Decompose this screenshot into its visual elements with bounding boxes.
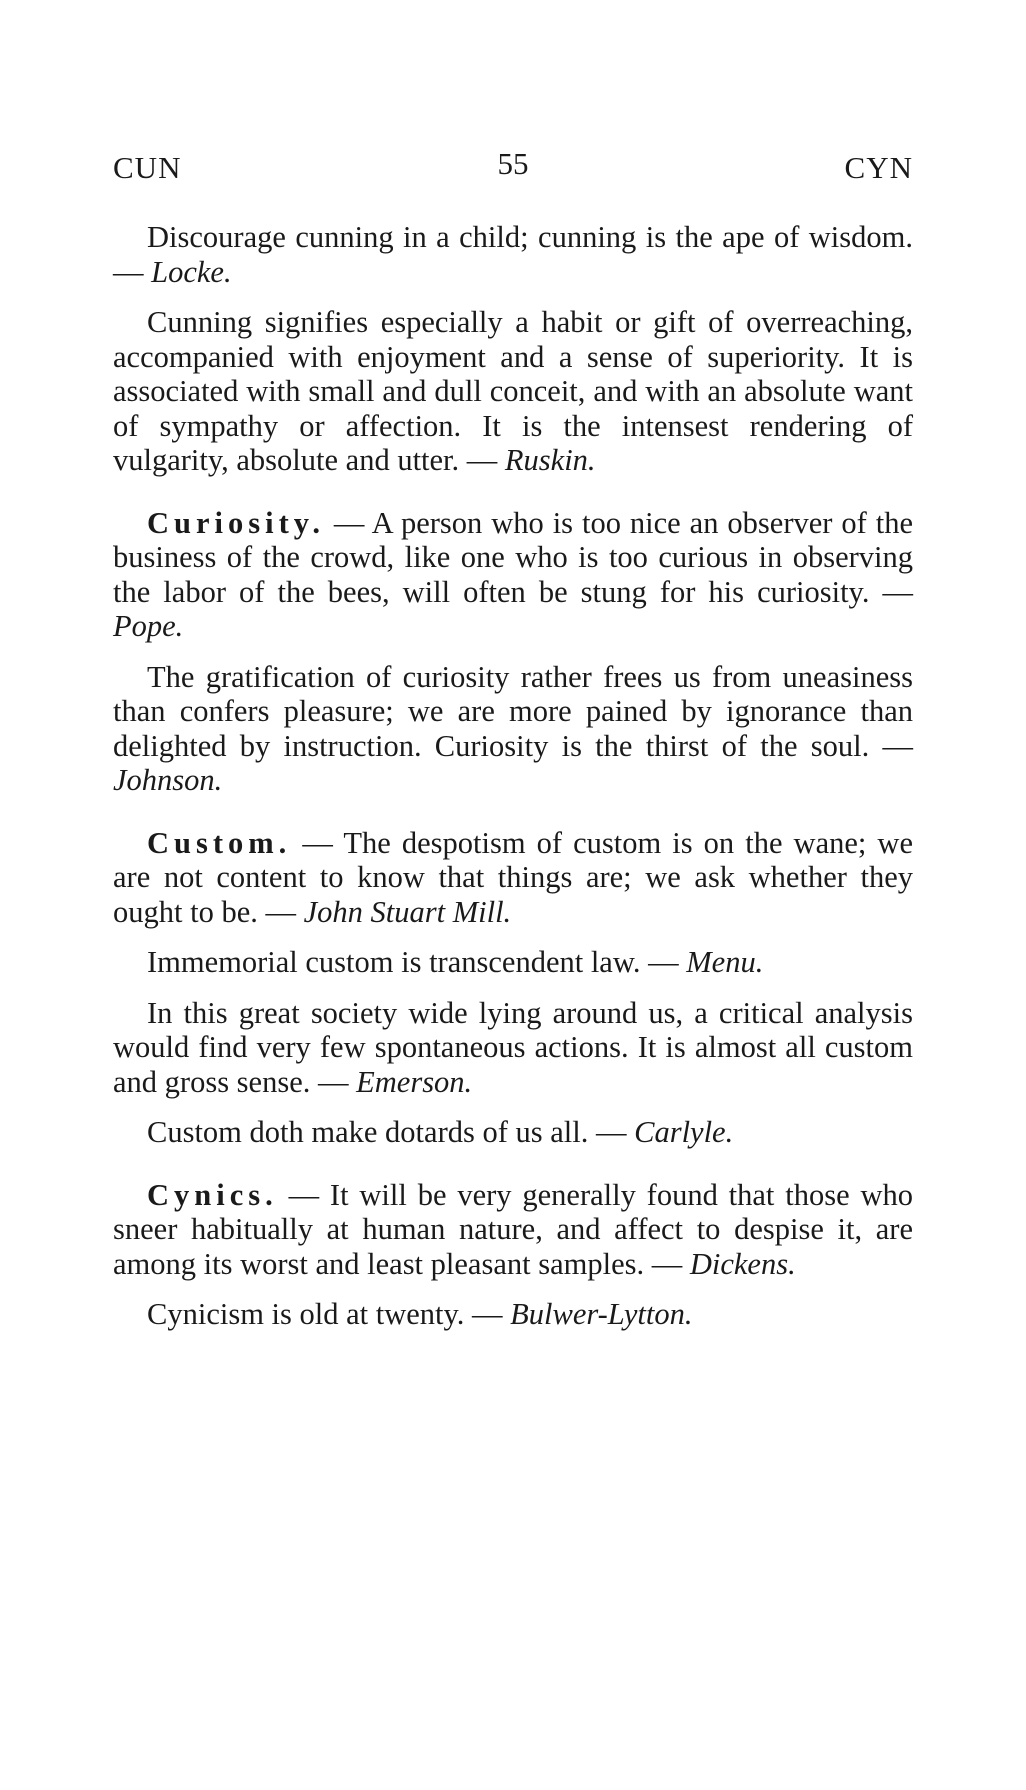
quotation-paragraph — [113, 305, 913, 478]
quotation-text: Discourage cunning in a child; cunning is the ape of wisdom. — — [113, 220, 913, 289]
entry-heading: Curiosity. — [147, 505, 325, 540]
entry-heading: Cynics. — [147, 1177, 278, 1212]
quotation-author: Bulwer-Lytton. — [510, 1297, 693, 1331]
quotation-text: Immemorial custom is transcendent law. — — [147, 945, 687, 979]
quotation-author: Ruskin. — [504, 443, 596, 477]
entry-paragraph-cynics — [113, 1178, 913, 1282]
quotation-text: — It will be very generally found that those who sneer habitually at human nature, and affect to despise it, are among its worst and least pleasant samples. — — [113, 1177, 913, 1281]
entry-paragraph-curiosity — [113, 506, 913, 644]
quotation-paragraph — [113, 660, 913, 798]
header-right-guide-word: CYN — [844, 150, 913, 185]
quotation-author: Dickens. — [689, 1246, 796, 1281]
quotation-author: Emerson. — [356, 1064, 473, 1099]
quotation-text: Cunning signifies especially a habit or gift of overreaching, accompanied with enjoyment and a sense of superiority. It is associated with small and dull conceit, and with an absolute want of sympathy or affection. It is the intensest rendering of vulgarity, absolute and utter. — — [113, 305, 913, 477]
quotation-text: Cynicism is old at twenty. — — [147, 1297, 511, 1331]
quotation-author: Johnson. — [113, 763, 223, 797]
entry-heading: Custom. — [147, 825, 292, 860]
entry-paragraph-custom — [113, 826, 913, 930]
quotation-text: — The despotism of custom is on the wane; we are not content to know that things are; we ask whether they ought to be. — — [113, 825, 913, 929]
header-left-guide-word: CUN — [113, 150, 182, 185]
quotation-paragraph — [113, 945, 913, 980]
quotation-author: Menu. — [686, 945, 764, 979]
quotation-text: The gratification of curiosity rather frees us from uneasiness than confers pleasure; we are more pained by ignorance than delighted by instruction. Curiosity is the thirst of the soul. — — [113, 659, 913, 763]
quotation-paragraph — [113, 1297, 913, 1332]
quotation-author: Carlyle. — [634, 1115, 734, 1149]
quotation-author: John Stuart Mill. — [303, 894, 512, 929]
quotation-author: Locke. — [151, 254, 232, 289]
running-header — [113, 146, 913, 194]
page-number: 55 — [497, 146, 529, 181]
quotation-paragraph — [113, 220, 913, 289]
quotation-text: — A person who is too nice an observer of the business of the crowd, like one who is too curious in observing the labor of the bees, will often be stung for his curiosity. — — [113, 505, 913, 609]
page-body — [113, 220, 913, 1348]
quotation-paragraph — [113, 996, 913, 1100]
quotation-author: Pope. — [113, 609, 184, 643]
quotation-paragraph — [113, 1115, 913, 1150]
quotation-text: In this great society wide lying around us, a critical analysis would find very few spontaneous actions. It is almost all custom and gross sense. — — [113, 995, 913, 1099]
quotation-text: Custom doth make dotards of us all. — — [147, 1115, 635, 1149]
